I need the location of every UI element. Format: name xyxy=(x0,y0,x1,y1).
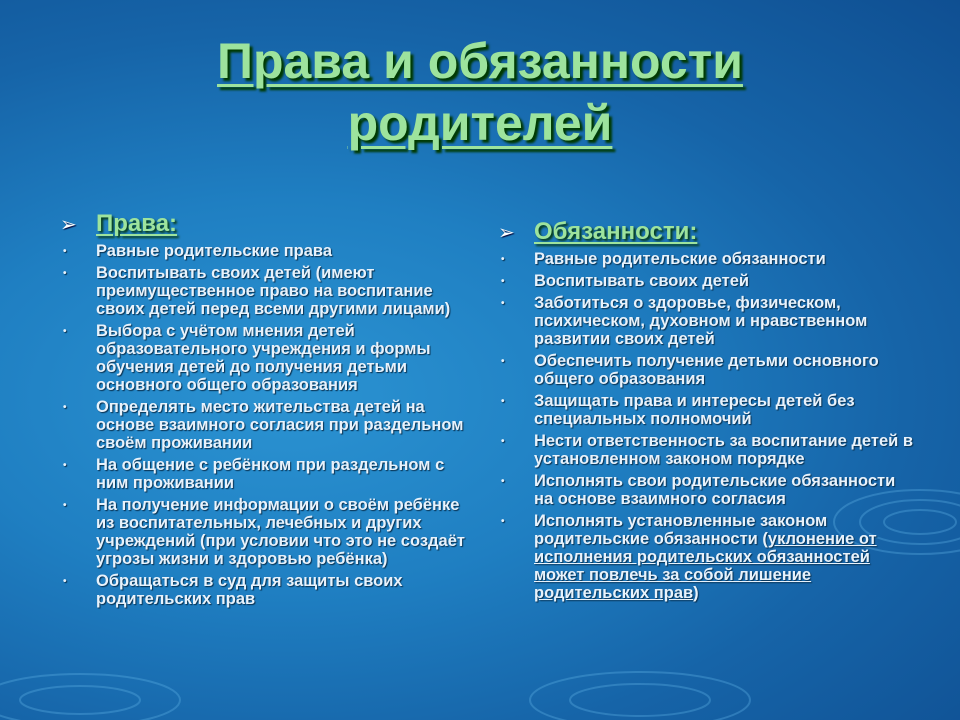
dot-bullet-icon: • xyxy=(63,246,67,257)
rights-column xyxy=(60,210,480,612)
list-item xyxy=(498,512,918,602)
dot-bullet-icon: • xyxy=(63,268,67,279)
list-item: • Обеспечить получение детьми основного общего образования xyxy=(501,352,879,388)
rights-heading: Права: xyxy=(96,210,178,237)
list-item: • На общение с ребёнком при раздельном с ним проживании xyxy=(63,456,445,492)
list-item: • Выбора с учётом мнения детей образовательного учреждения и формы обучения детей до получения детьми основного общего образования xyxy=(63,322,431,394)
dot-bullet-icon: • xyxy=(501,276,505,287)
duties-list xyxy=(498,250,918,602)
list-item: • Исполнять свои родительские обязанности на основе взаимного согласия xyxy=(501,472,896,508)
list-item: • На получение информации о своём ребёнке из воспитательных, лечебных и других учреждений (при условии что это не создаёт угрозы жизни и здоровью ребёнка) xyxy=(63,496,465,568)
list-item: • Нести ответственность за воспитание детей в установленном законом порядке xyxy=(501,432,914,468)
page-title xyxy=(0,30,960,154)
dot-bullet-icon: • xyxy=(501,436,505,447)
dot-bullet-icon: • xyxy=(63,500,67,511)
duties-heading: Обязанности: xyxy=(534,218,698,245)
dot-bullet-icon: • xyxy=(501,516,505,527)
arrow-bullet-icon: ➢ xyxy=(498,221,515,244)
list-item: • Воспитывать своих детей xyxy=(501,272,750,290)
rights-heading-row xyxy=(60,210,480,238)
dot-bullet-icon: • xyxy=(501,254,505,265)
dot-bullet-icon: • xyxy=(63,460,67,471)
rights-list xyxy=(60,242,480,608)
dot-bullet-icon: • xyxy=(501,396,505,407)
last-item-suffix: ) xyxy=(693,584,699,602)
dot-bullet-icon: • xyxy=(501,298,505,309)
duties-heading-row xyxy=(498,218,918,246)
list-item: • Равные родительские обязанности xyxy=(501,250,826,268)
dot-bullet-icon: • xyxy=(63,402,67,413)
title-line-2: родителей xyxy=(347,95,613,151)
duties-column xyxy=(498,218,918,606)
list-item: • Равные родительские права xyxy=(63,242,333,260)
dot-bullet-icon: • xyxy=(501,356,505,367)
list-item: • Воспитывать своих детей (имеют преимущественное право на воспитание своих детей перед всеми другими лицами) xyxy=(63,264,451,318)
last-item-prefix: Исполнять установленные законом родительские обязанности ( xyxy=(534,512,828,548)
list-item: • Обращаться в суд для защиты своих родительских прав xyxy=(63,572,403,608)
list-item: • Заботиться о здоровье, физическом, психическом, духовном и нравственном развитии своих детей xyxy=(501,294,868,348)
title-line-1: Права и обязанности xyxy=(217,33,743,89)
dot-bullet-icon: • xyxy=(501,476,505,487)
list-item: • Определять место жительства детей на основе взаимного согласия при раздельном своём проживании xyxy=(63,398,464,452)
dot-bullet-icon: • xyxy=(63,326,67,337)
last-item-underlined: уклонение от исполнения родительских обязанностей может повлечь за собой лишение родительских прав xyxy=(534,530,877,602)
dot-bullet-icon: • xyxy=(63,576,67,587)
arrow-bullet-icon: ➢ xyxy=(60,213,77,236)
list-item: • Защищать права и интересы детей без специальных полномочий xyxy=(501,392,855,428)
